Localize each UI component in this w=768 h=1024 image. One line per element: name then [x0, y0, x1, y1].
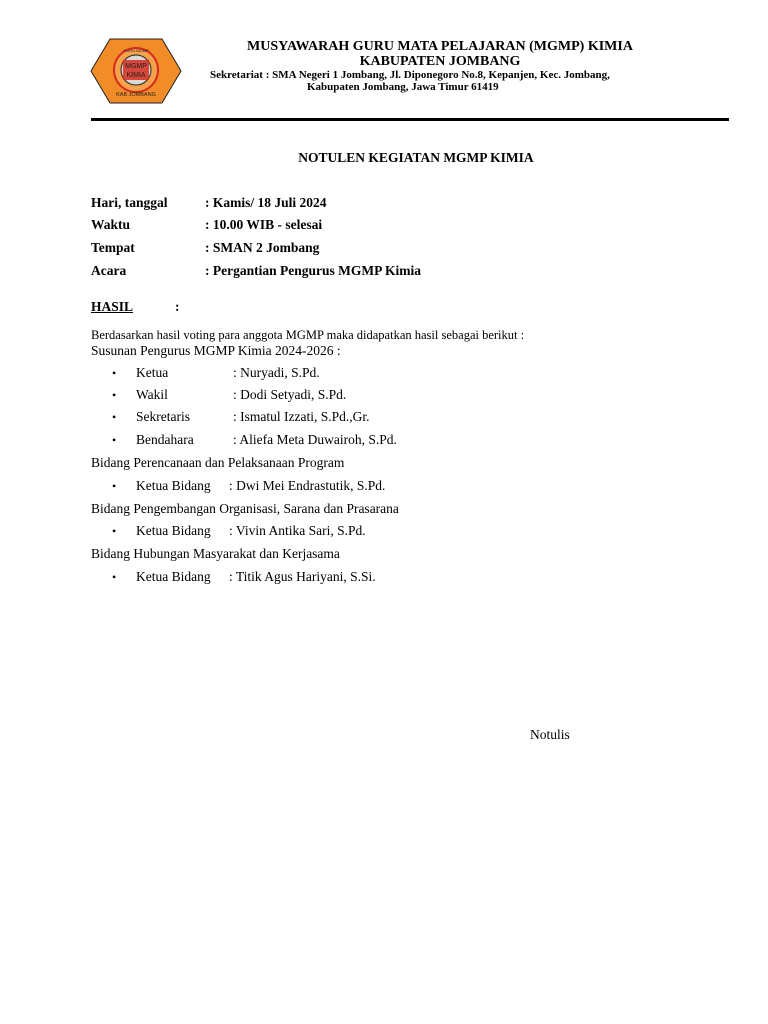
name-sekretaris: : Ismatul Izzati, S.Pd.,Gr. [233, 409, 370, 424]
notulis-signature-label: Notulis [530, 727, 570, 742]
bullet: • [112, 479, 117, 493]
name-bendahara: : Aliefa Meta Duwairoh, S.Pd. [233, 432, 397, 447]
header-address-line2: Kabupaten Jombang, Jawa Timur 61419 [307, 81, 499, 93]
svg-text:KAB JOMBANG: KAB JOMBANG [116, 92, 156, 98]
bullet: • [112, 388, 117, 402]
role-ketua-bidang: Ketua Bidang [136, 569, 211, 584]
intro-text: Berdasarkan hasil voting para anggota MGMP maka didapatkan hasil sebagai berikut : [91, 328, 525, 342]
info-label-time: Waktu [91, 217, 131, 232]
bidang-title-humas: Bidang Hubungan Masyarakat dan Kerjasama [91, 546, 340, 561]
role-wakil: Wakil [136, 387, 168, 402]
document-title: NOTULEN KEGIATAN MGMP KIMIA [298, 150, 534, 165]
header-divider [91, 118, 729, 121]
bidang-title-perencanaan: Bidang Perencanaan dan Pelaksanaan Program [91, 455, 345, 470]
name-ketua-bidang: : Dwi Mei Endrastutik, S.Pd. [229, 478, 386, 493]
name-ketua-bidang: : Titik Agus Hariyani, S.Si. [229, 569, 376, 584]
bullet: • [112, 570, 117, 584]
bidang-title-pengembangan: Bidang Pengembangan Organisasi, Sarana dan Prasarana [91, 501, 399, 516]
role-ketua-bidang: Ketua Bidang [136, 478, 211, 493]
svg-text:KIMIA: KIMIA [126, 72, 146, 79]
hasil-colon: : [175, 299, 180, 314]
info-label-place: Tempat [91, 240, 135, 255]
info-value-time: : 10.00 WIB - selesai [205, 217, 323, 232]
name-ketua-bidang: : Vivin Antika Sari, S.Pd. [229, 523, 366, 538]
hasil-heading: HASIL [91, 299, 134, 314]
svg-text:GURU MGMP: GURU MGMP [123, 48, 149, 53]
mgmp-kimia-logo [90, 38, 182, 104]
info-value-place: : SMAN 2 Jombang [205, 240, 320, 255]
role-sekretaris: Sekretaris [136, 409, 190, 424]
bullet: • [112, 433, 117, 447]
role-bendahara: Bendahara [136, 432, 194, 447]
header-region: KABUPATEN JOMBANG [359, 54, 521, 69]
bullet: • [112, 524, 117, 538]
name-wakil: : Dodi Setyadi, S.Pd. [233, 387, 347, 402]
info-label-date: Hari, tanggal [91, 195, 168, 210]
info-value-date: : Kamis/ 18 Juli 2024 [205, 195, 327, 210]
svg-text:MGMP: MGMP [125, 63, 147, 70]
header-address-line1: Sekretariat : SMA Negeri 1 Jombang, Jl. Diponegoro No.8, Kepanjen, Kec. Jombang, [210, 69, 610, 81]
bullet: • [112, 410, 117, 424]
role-ketua: Ketua [136, 365, 169, 380]
role-ketua-bidang: Ketua Bidang [136, 523, 211, 538]
susunan-heading: Susunan Pengurus MGMP Kimia 2024-2026 : [91, 343, 341, 358]
bullet: • [112, 366, 117, 380]
header-org-name: MUSYAWARAH GURU MATA PELAJARAN (MGMP) KIMIA [247, 39, 633, 54]
info-label-agenda: Acara [91, 263, 127, 278]
name-ketua: : Nuryadi, S.Pd. [233, 365, 320, 380]
info-value-agenda: : Pergantian Pengurus MGMP Kimia [205, 263, 421, 278]
